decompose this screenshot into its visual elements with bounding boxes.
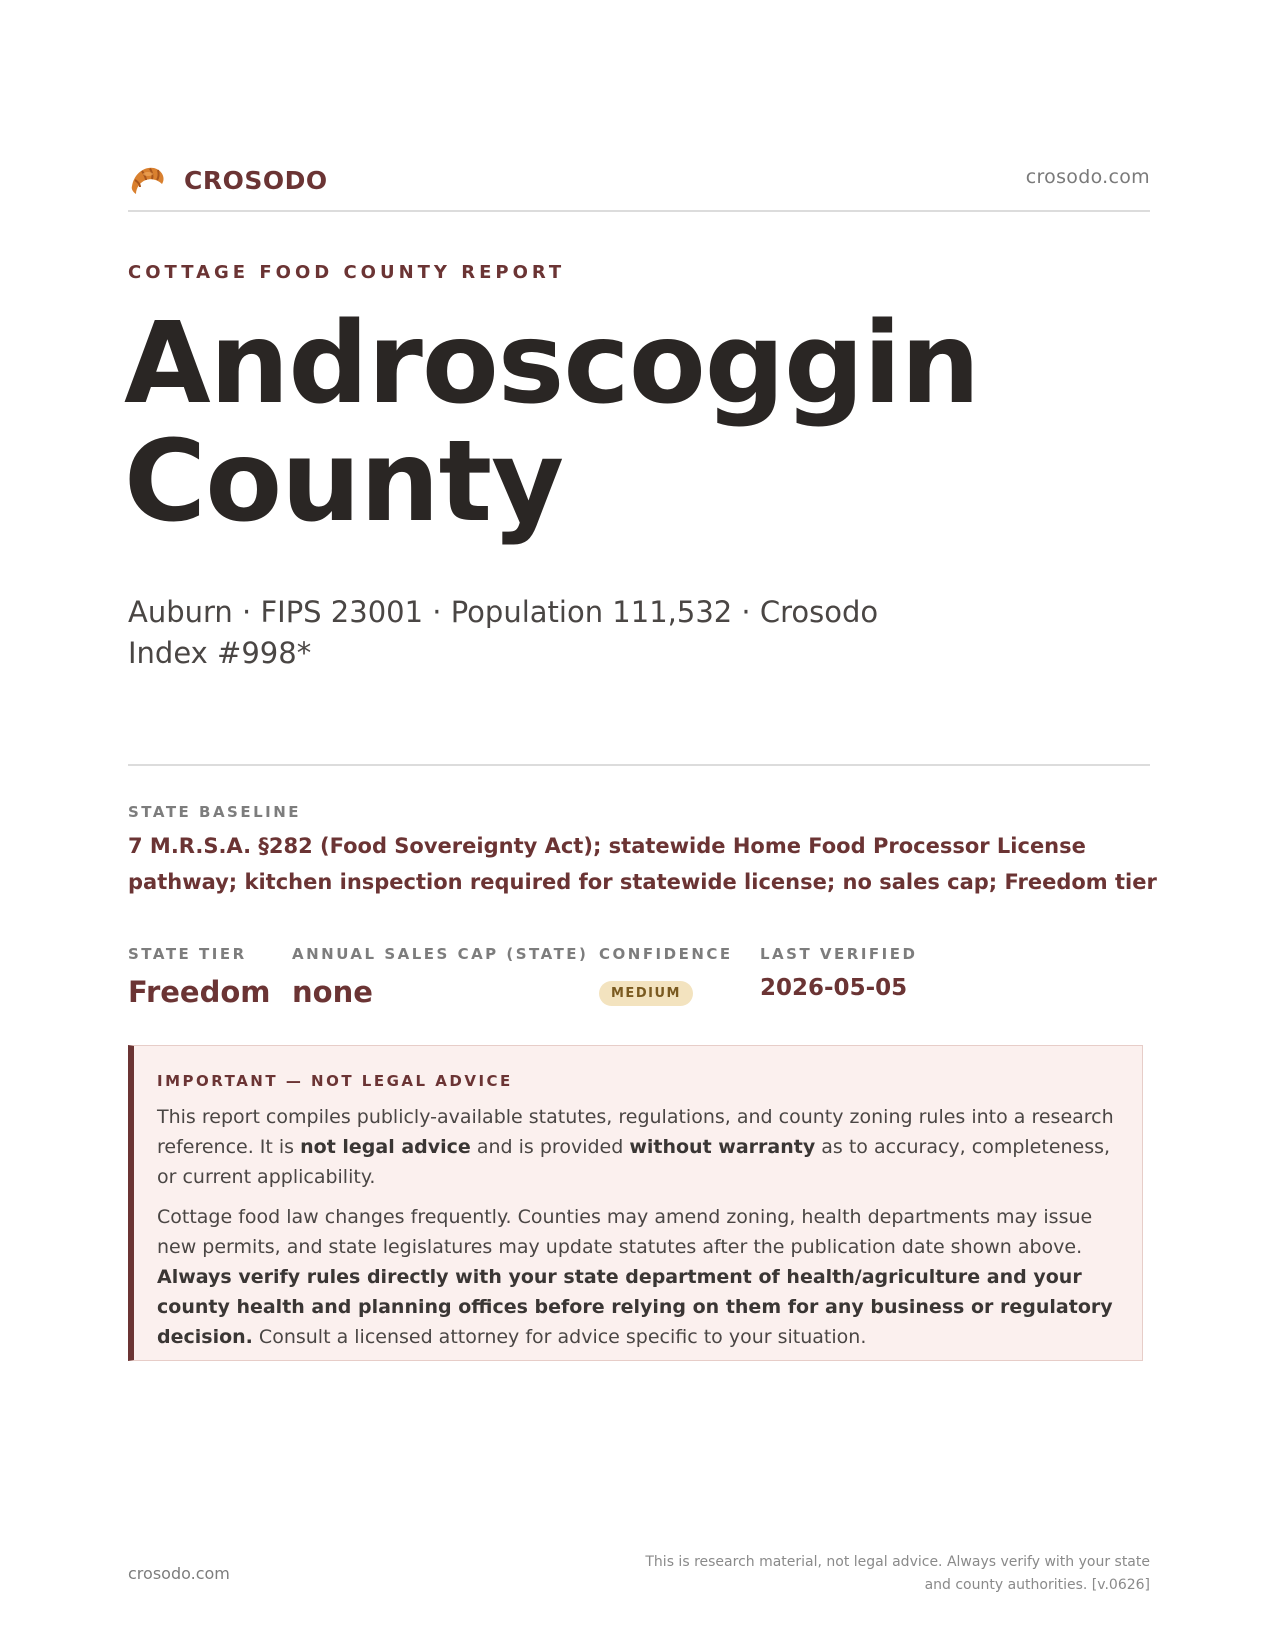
stat-sales-cap [292,945,588,1009]
divider [128,764,1150,766]
stat-label: ANNUAL SALES CAP (STATE) [292,945,589,963]
notice-emphasis: without warranty [629,1136,816,1158]
notice-paragraph [157,1102,1117,1192]
legal-notice [128,1045,1143,1361]
notice-text: as to accuracy, completeness, or current applicability. [157,1136,1111,1188]
notice-text: Consult a licensed attorney for advice specific to your situation. [252,1326,867,1348]
notice-text: and is provided [470,1136,630,1158]
footer-disclaimer-line: and county authorities. [v.0626] [924,1577,1150,1593]
brand [128,160,328,200]
baseline-text: 7 M.R.S.A. §282 (Food Sovereignty Act); statewide Home Food Processor License pathway; kitchen inspection required for statewide license; no sales cap; Freedom tier [128,834,1157,894]
notice-paragraph [157,1202,1117,1352]
stat-label: STATE TIER [128,945,247,963]
brand-name: CROSODO [184,165,328,195]
notice-emphasis: not legal advice [300,1136,471,1158]
stat-label: LAST VERIFIED [760,945,918,963]
stat-last-verified [760,945,917,1001]
notice-emphasis: Always verify rules directly with your state department of health/agriculture and your county health and planning offices before relying on them for any business or regulatory decision. [157,1266,1113,1348]
report-eyebrow: COTTAGE FOOD COUNTY REPORT [128,262,566,283]
stat-value: none [292,975,373,1009]
croissant-icon [128,160,168,200]
footer-disclaimer-line: This is research material, not legal advice. Always verify with your state [645,1554,1150,1570]
page-subtitle: Auburn · FIPS 23001 · Population 111,532 · Crosodo Index #998* [128,595,879,670]
stats-row [128,945,1150,1025]
stat-value: Freedom [128,975,271,1009]
stat-confidence [599,945,733,1006]
stat-label: CONFIDENCE [599,945,733,963]
page-header [128,160,1150,212]
notice-body [157,1102,1117,1362]
baseline-label: STATE BASELINE [128,803,302,821]
notice-title: IMPORTANT — NOT LEGAL ADVICE [157,1072,513,1090]
notice-text: Cottage food law changes frequently. Counties may amend zoning, health departments may issue new permits, and state legislatures may update statutes after the publication date shown above. [157,1206,1093,1258]
stat-value: 2026-05-05 [760,975,908,1001]
page-title: Androscoggin County [124,299,980,547]
notice-text: This report compiles publicly-available statutes, regulations, and county zoning rules into a research reference. It is [157,1106,1114,1158]
footer-disclaimer [590,1551,1150,1597]
footer-site-url[interactable]: crosodo.com [128,1564,230,1583]
site-url[interactable]: crosodo.com [1025,166,1150,188]
confidence-badge: MEDIUM [599,981,693,1006]
stat-state-tier [128,945,271,1009]
